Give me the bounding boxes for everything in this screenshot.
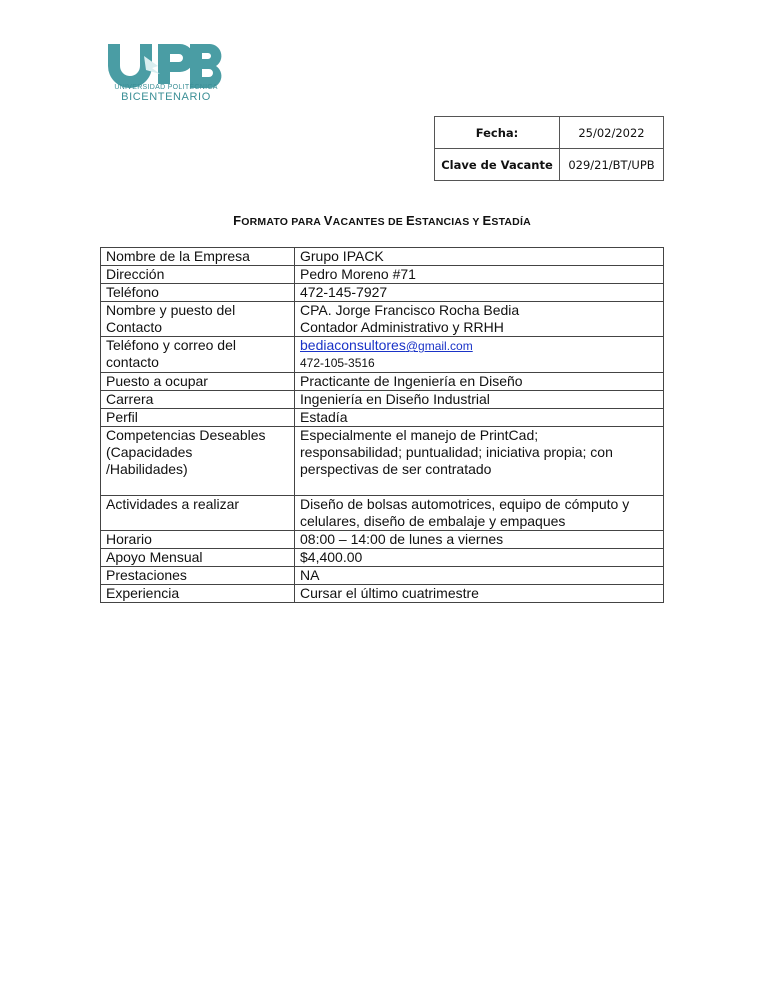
row-value: Pedro Moreno #71 <box>295 266 664 284</box>
meta-label: Clave de Vacante <box>435 149 560 181</box>
table-row <box>101 391 664 409</box>
row-label: Perfil <box>101 409 295 427</box>
logo-line-1: UNIVERSIDAD POLITÉCNICA <box>114 84 218 91</box>
row-value: Practicante de Ingeniería en Diseño <box>295 373 664 391</box>
logo-line-2: BICENTENARIO <box>121 91 211 103</box>
table-row <box>101 585 664 603</box>
table-row <box>101 248 664 266</box>
row-value: Cursar el último cuatrimestre <box>295 585 664 603</box>
table-row <box>101 567 664 585</box>
row-label: Carrera <box>101 391 295 409</box>
row-value: Ingeniería en Diseño Industrial <box>295 391 664 409</box>
table-row <box>101 427 664 496</box>
document-title: FORMATO PARA VACANTES DE ESTANCIAS Y ESTADÍA <box>233 213 531 228</box>
row-label: Prestaciones <box>101 567 295 585</box>
table-row <box>101 266 664 284</box>
row-label: Competencias Deseables (Capacidades /Habilidades) <box>101 427 295 496</box>
row-value: Grupo IPACK <box>295 248 664 266</box>
row-label: Dirección <box>101 266 295 284</box>
meta-value: 25/02/2022 <box>560 117 664 149</box>
contact-email-link[interactable]: bediaconsultores@gmail.com <box>300 337 473 353</box>
table-row <box>101 549 664 567</box>
row-label: Actividades a realizar <box>101 496 295 531</box>
row-label: Horario <box>101 531 295 549</box>
vacancy-details-table <box>100 247 664 603</box>
row-label: Puesto a ocupar <box>101 373 295 391</box>
row-value: 472-145-7927 <box>295 284 664 302</box>
contact-phone: 472-105-3516 <box>300 356 375 370</box>
row-label: Apoyo Mensual <box>101 549 295 567</box>
row-value: 08:00 – 14:00 de lunes a viernes <box>295 531 664 549</box>
table-row <box>101 302 664 337</box>
row-label: Teléfono y correo del contacto <box>101 337 295 373</box>
table-row <box>101 373 664 391</box>
meta-label: Fecha: <box>435 117 560 149</box>
table-row <box>101 496 664 531</box>
table-row <box>101 337 664 373</box>
table-row <box>101 531 664 549</box>
row-label: Teléfono <box>101 284 295 302</box>
meta-value: 029/21/BT/UPB <box>560 149 664 181</box>
meta-row-fecha <box>435 117 664 149</box>
row-value: Especialmente el manejo de PrintCad; responsabilidad; puntualidad; iniciativa propia; con perspectivas de ser contratado <box>295 427 664 496</box>
row-value <box>295 337 664 373</box>
row-value: Diseño de bolsas automotrices, equipo de cómputo y celulares, diseño de embalaje y empaques <box>295 496 664 531</box>
row-label: Nombre de la Empresa <box>101 248 295 266</box>
table-row <box>101 284 664 302</box>
row-value: CPA. Jorge Francisco Rocha Bedia Contador Administrativo y RRHH <box>295 302 664 337</box>
vacancy-meta-table <box>434 116 664 181</box>
table-row <box>101 409 664 427</box>
row-label: Experiencia <box>101 585 295 603</box>
row-value: Estadía <box>295 409 664 427</box>
meta-row-clave <box>435 149 664 181</box>
row-value: NA <box>295 567 664 585</box>
row-value: $4,400.00 <box>295 549 664 567</box>
row-label: Nombre y puesto del Contacto <box>101 302 295 337</box>
